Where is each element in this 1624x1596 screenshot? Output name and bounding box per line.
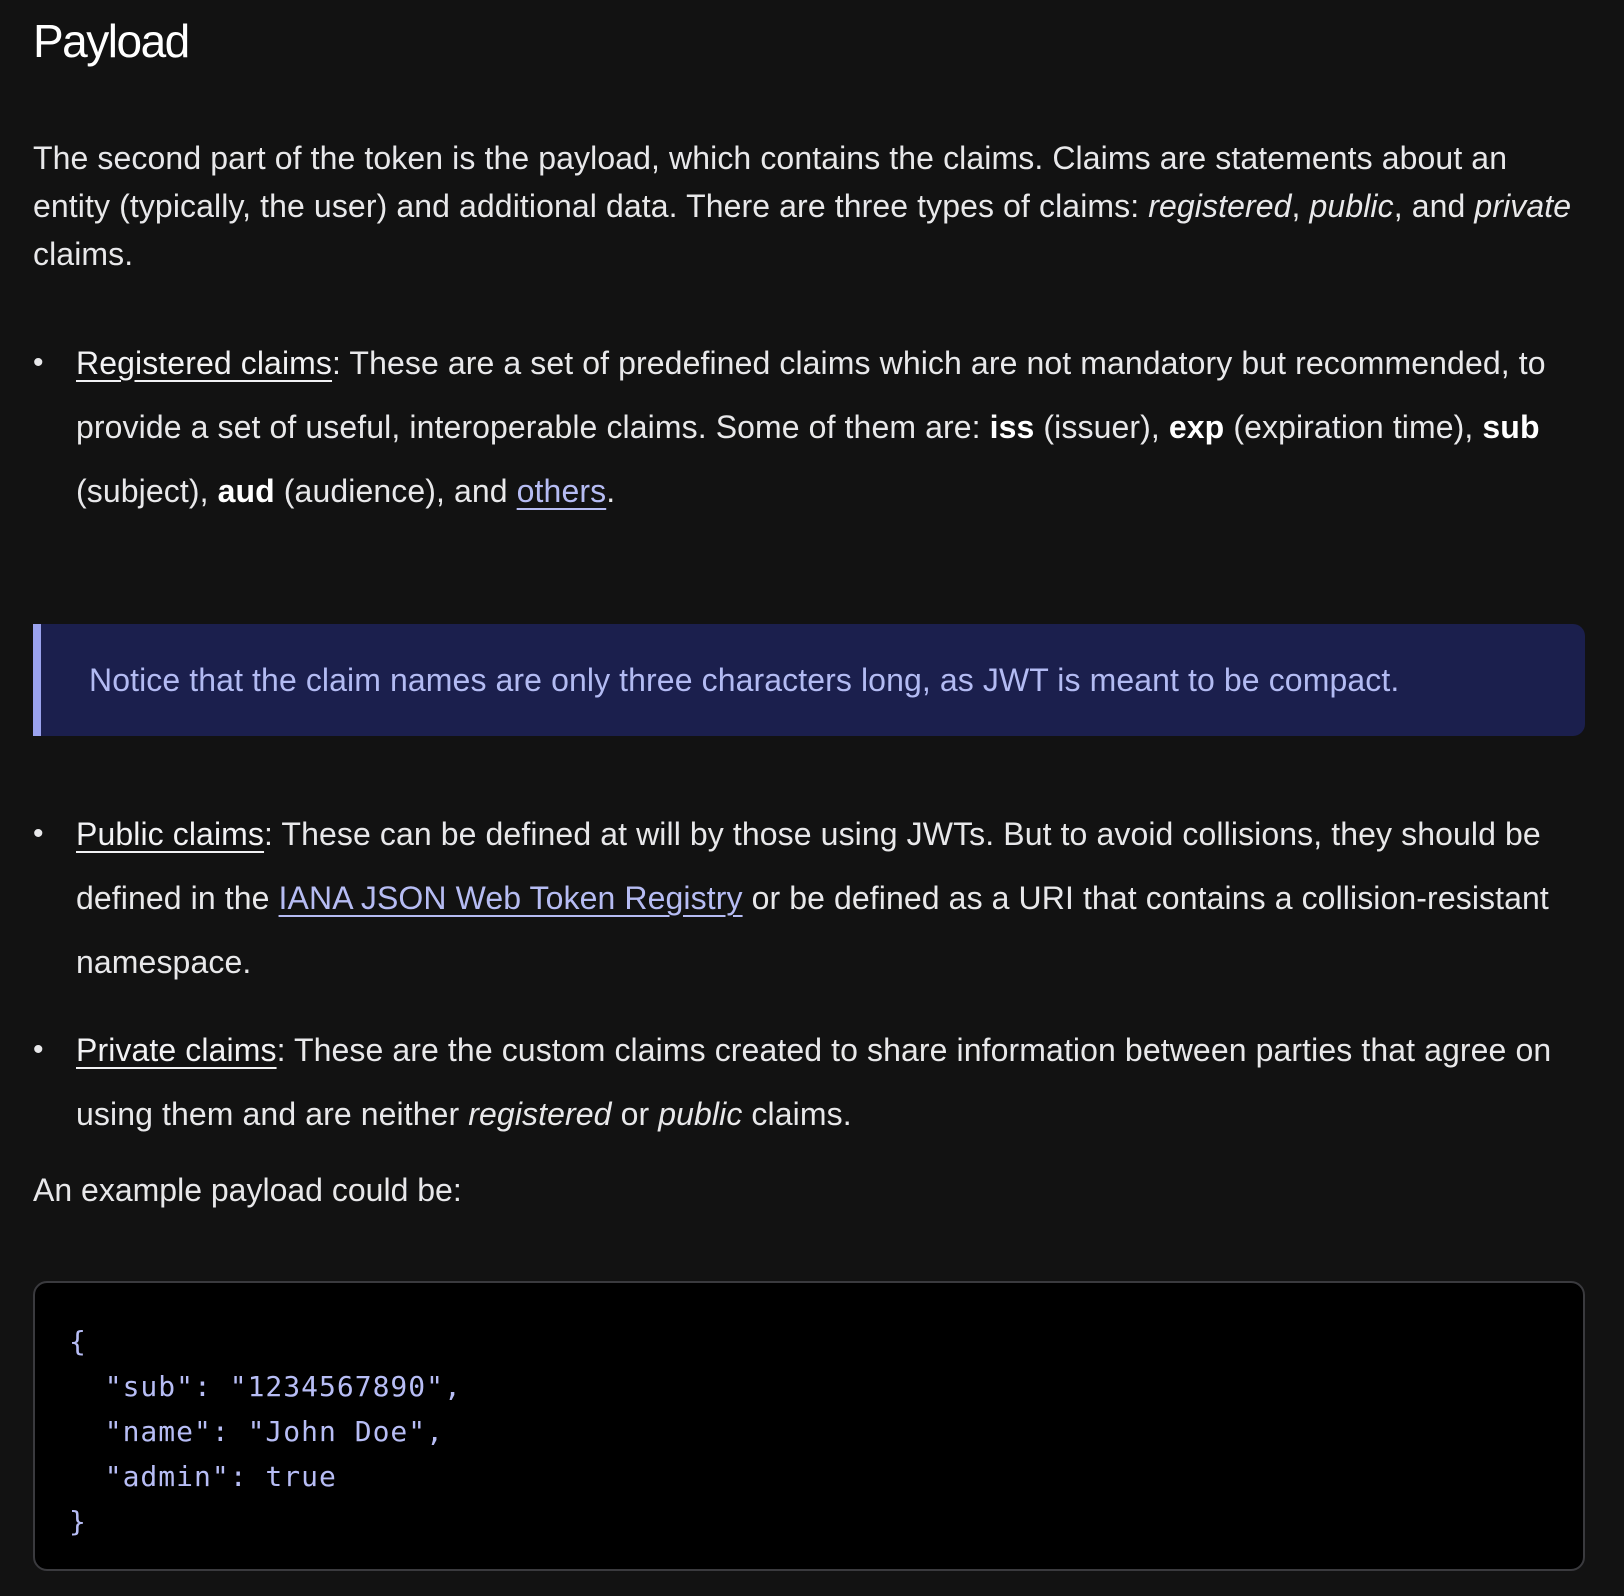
iana-registry-link[interactable]: IANA JSON Web Token Registry <box>278 880 743 916</box>
registered-text: : These are a set of predefined claims which are not mandatory but recommended, to provide a set of useful, interoperable claims. Some of them are: <box>76 345 1546 445</box>
notice-callout <box>33 624 1585 736</box>
private-text: or <box>611 1096 659 1132</box>
bullet: • <box>33 1033 44 1066</box>
list-item-body <box>76 331 1593 523</box>
list-item-private-claims <box>33 1018 1593 1146</box>
intro-paragraph <box>33 134 1593 278</box>
intro-text: The second part of the token is the payload, which contains the claims. Claims are statements about an entity (typically, the user) and additional data. There are three types of claims: <box>33 140 1508 224</box>
claim-aud: aud <box>217 473 275 509</box>
intro-em-private: private <box>1474 188 1572 224</box>
claim-desc: (subject), <box>76 473 218 509</box>
list-item-body <box>76 802 1593 994</box>
private-text-end: claims. <box>742 1096 852 1132</box>
section-heading: Payload <box>33 15 189 67</box>
intro-sep: , and <box>1393 188 1475 224</box>
claim-desc: (issuer), <box>1034 409 1169 445</box>
private-em-registered: registered <box>468 1096 612 1132</box>
list-item-public-claims <box>33 802 1593 994</box>
intro-text-end: claims. <box>33 236 134 272</box>
claims-list-registered <box>33 331 1593 523</box>
private-claims-term: Private claims <box>76 1032 277 1068</box>
list-item-body <box>76 1018 1593 1146</box>
intro-em-registered: registered <box>1148 188 1292 224</box>
example-label: An example payload could be: <box>33 1172 462 1208</box>
public-text: : These can be defined at will by those using JWTs. But to avoid collisions, they should be defined in the <box>76 816 1541 916</box>
public-text-end: or be defined as a URI that contains a collision-resistant namespace. <box>76 880 1549 980</box>
intro-sep: , <box>1291 188 1310 224</box>
registered-claims-term: Registered claims <box>76 345 333 381</box>
public-claims-term: Public claims <box>76 816 265 852</box>
intro-em-public: public <box>1309 188 1394 224</box>
claim-sub: sub <box>1482 409 1540 445</box>
private-em-public: public <box>658 1096 743 1132</box>
private-text: : These are the custom claims created to share information between parties that agree on using them and are neither <box>76 1032 1552 1132</box>
punctuation: . <box>606 473 616 509</box>
claim-desc: (audience), and <box>274 473 517 509</box>
code-content: { "sub": "1234567890", "name": "John Doe", "admin": true } <box>69 1325 462 1538</box>
bullet: • <box>33 817 44 850</box>
claim-iss: iss <box>989 409 1035 445</box>
claims-list-public-private <box>33 802 1593 1146</box>
claim-exp: exp <box>1168 409 1225 445</box>
notice-text: Notice that the claim names are only three characters long, as JWT is meant to be compact. <box>89 662 1400 698</box>
others-link[interactable]: others <box>516 473 607 509</box>
code-block <box>33 1281 1585 1571</box>
bullet: • <box>33 346 44 379</box>
list-item-registered-claims <box>33 331 1593 523</box>
claim-desc: (expiration time), <box>1224 409 1483 445</box>
